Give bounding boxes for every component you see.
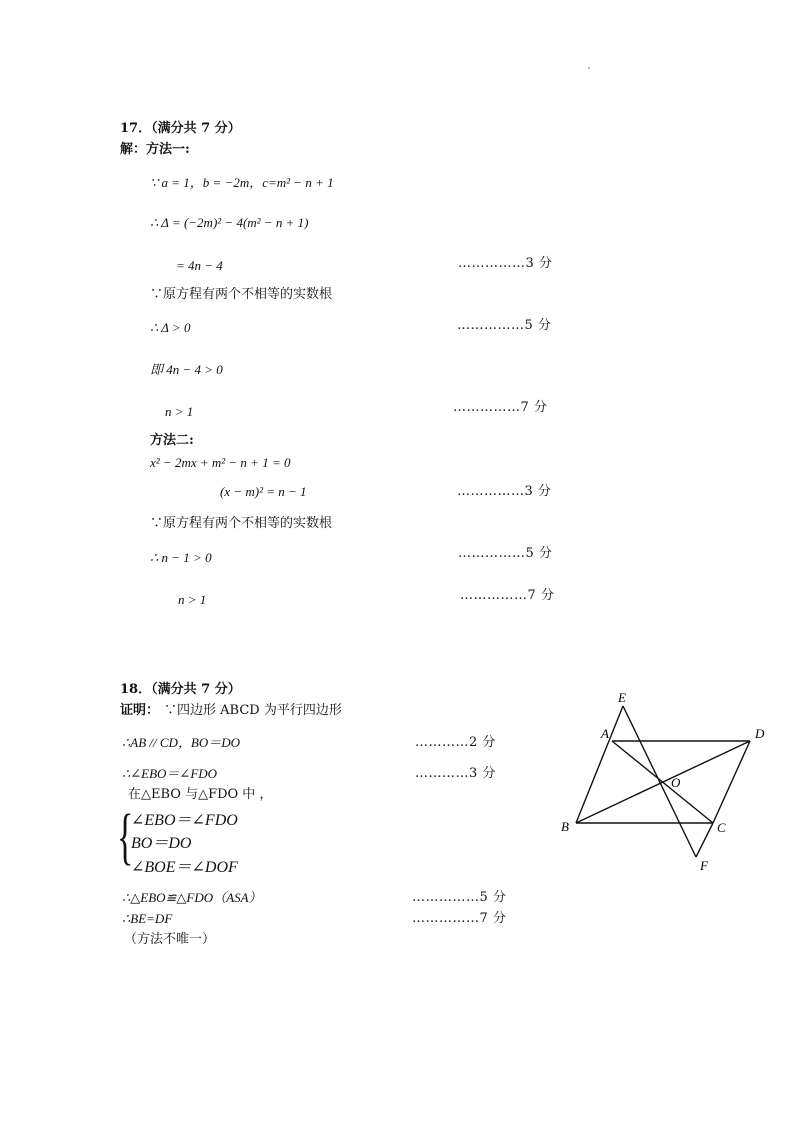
- label-F: F: [700, 858, 708, 873]
- p18-score-5: ……………5 分: [412, 890, 507, 905]
- m1-delta-positive: ∴ Δ > 0: [150, 320, 191, 335]
- m2-score-7: ……………7 分: [460, 588, 555, 603]
- p18-equal-angles: ∴∠EBO＝∠FDO: [122, 766, 218, 781]
- label-B: B: [561, 819, 569, 834]
- system-line-1: ∠EBO＝∠FDO: [131, 812, 238, 829]
- solution-method-1-label: 解：方法一:: [120, 142, 190, 157]
- p18-parallel-equal: ∴AB // CD，BO＝DO: [122, 735, 241, 750]
- m2-completed-square: (x − m)² = n − 1: [220, 484, 307, 499]
- system-line-2: BO＝DO: [131, 835, 192, 852]
- p18-congruence: ∴△EBO≌△FDO（ASA）: [122, 890, 262, 905]
- label-A: A: [601, 726, 609, 741]
- m1-score-7: ……………7 分: [453, 400, 548, 415]
- m1-discriminant-result: = 4n − 4: [176, 258, 223, 273]
- problem-18-title: 18．（满分共 7 分）: [120, 682, 241, 697]
- segment-CF: [696, 823, 713, 857]
- problem-17-title: 17．（满分共 7 分）: [120, 121, 241, 136]
- m2-inequality: ∴ n − 1 > 0: [150, 550, 212, 565]
- m1-discriminant: ∴ Δ = (−2m)² − 4(m² − n + 1): [150, 215, 309, 230]
- p18-conclusion: ∴BE=DF: [122, 911, 173, 926]
- system-line-3: ∠BOE＝∠DOF: [131, 859, 238, 876]
- m2-answer: n > 1: [178, 592, 207, 607]
- segment-DC: [713, 741, 750, 823]
- m1-score-3: ……………3 分: [458, 256, 553, 271]
- p18-in-triangles: 在△EBO 与△FDO 中 ，: [128, 787, 273, 802]
- parallelogram-figure: [550, 680, 780, 880]
- m1-inequality: 即 4n − 4 > 0: [150, 362, 223, 377]
- m1-condition: ∵原方程有两个不相等的实数根: [150, 287, 333, 302]
- p18-score-2: …………2 分: [415, 735, 496, 750]
- label-C: C: [717, 820, 726, 835]
- scan-speck: [588, 67, 590, 69]
- m2-score-3: ……………3 分: [457, 484, 552, 499]
- m2-score-5: ……………5 分: [458, 546, 553, 561]
- p18-score-7: ……………7 分: [412, 911, 507, 926]
- p18-score-3: …………3 分: [415, 766, 496, 781]
- segment-EF: [623, 706, 696, 857]
- system-brace: {: [117, 803, 134, 871]
- m1-answer: n > 1: [165, 404, 194, 419]
- proof-label: 证明：: [120, 703, 160, 718]
- m1-coefficients: ∵ a = 1，b = −2m，c=m² − n + 1: [150, 175, 334, 190]
- label-O: O: [671, 775, 681, 790]
- label-E: E: [618, 690, 626, 705]
- m2-equation: x² − 2mx + m² − n + 1 = 0: [150, 455, 291, 470]
- m2-condition: ∵原方程有两个不相等的实数根: [150, 516, 333, 531]
- diagonal-BD: [576, 741, 750, 823]
- label-D: D: [755, 726, 765, 741]
- m1-score-5: ……………5 分: [457, 318, 552, 333]
- segment-BE: [576, 706, 623, 823]
- p18-note: （方法不唯一）: [124, 932, 216, 947]
- p18-parallelogram-statement: ∵四边形 ABCD 为平行四边形: [164, 703, 342, 718]
- method-2-label: 方法二:: [150, 433, 194, 448]
